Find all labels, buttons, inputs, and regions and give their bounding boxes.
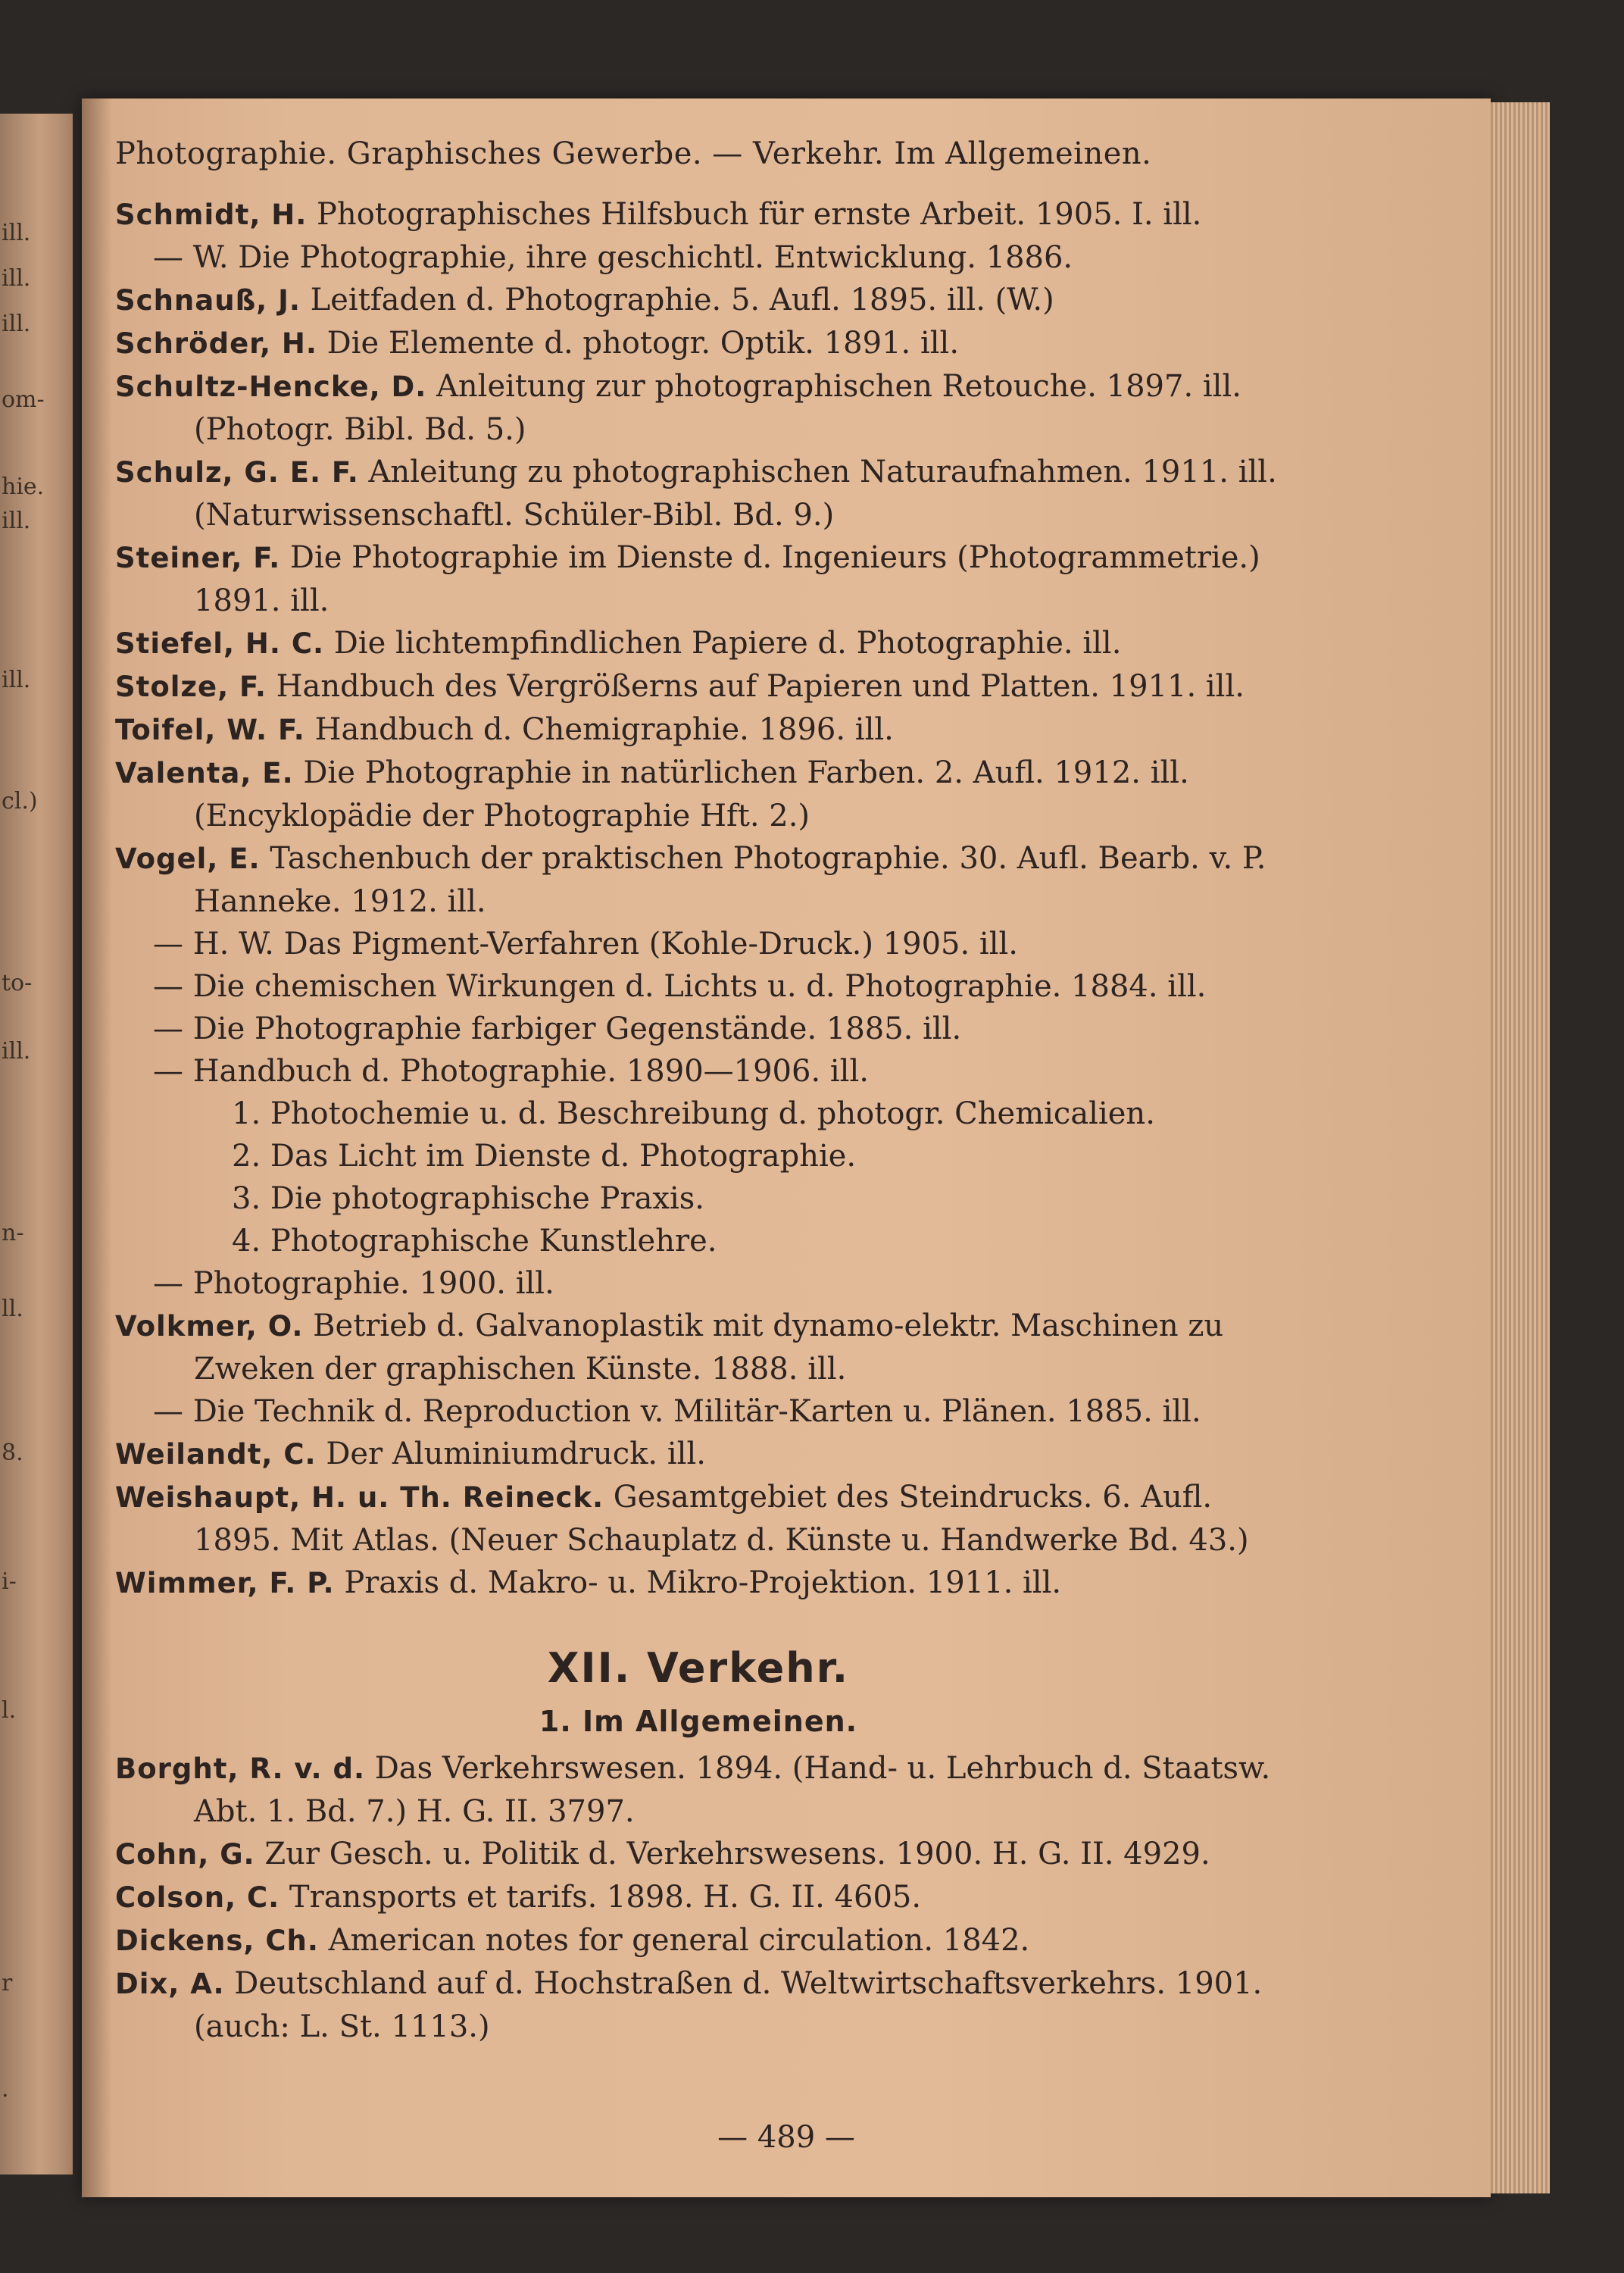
entry-author: Schnauß, J. [115,284,301,317]
entry-title: Photographie. 1900. ill. [192,1266,554,1301]
spine-shadow [82,98,112,2197]
bibliography-entry [115,322,1282,365]
bibliography-entry [115,622,1282,665]
bibliography-entry [115,837,1282,923]
margin-mark: ill. [2,1038,31,1065]
entry-author: Toifel, W. F. [115,714,305,746]
margin-mark: ill. [2,220,31,246]
page-number: — 489 — [717,2120,855,2155]
entry-author: Colson, C. [115,1881,280,1914]
bibliography-entry [115,1135,1282,1177]
entry-author: — [153,1054,183,1089]
bibliography-entry [115,1220,1282,1262]
bibliography-entry [115,1262,1282,1305]
margin-mark: ill. [2,667,31,693]
entry-title: Transports et tarifs. 1898. H. G. II. 4605. [289,1880,922,1915]
margin-mark: cl.) [2,788,38,814]
entry-title: Zur Gesch. u. Politik d. Verkehrswesens. 1900. H. G. II. 4929. [264,1837,1210,1871]
entry-title: Anleitung zur photographischen Retouche. 1897. ill. (Photogr. Bibl. Bd. 5.) [194,369,1241,447]
bibliography-entry [115,1747,1282,1833]
entry-author: Weilandt, C. [115,1438,317,1471]
margin-mark: ill. [2,311,31,337]
entry-author: Stolze, F. [115,671,267,703]
entry-author: — [153,1394,183,1429]
running-header: Photographie. Graphisches Gewerbe. — Verkehr. Im Allgemeinen. [115,136,1152,171]
entry-title: Handbuch d. Chemigraphie. 1896. ill. [314,712,894,747]
entry-author: Schmidt, H. [115,199,308,231]
bibliography-entry [115,1305,1282,1390]
entry-title: 2. Das Licht im Dienste d. Photographie. [232,1139,857,1174]
bibliography-list-photography [115,193,1282,1605]
entry-title: Deutschland auf d. Hochstraßen d. Weltwirtschaftsverkehrs. 1901. (auch: L. St. 1113.) [194,1966,1263,2044]
entry-title: Der Aluminiumdruck. ill. [326,1437,706,1471]
margin-mark: om- [2,386,45,413]
entry-title: Die Technik d. Reproduction v. Militär-Karten u. Plänen. 1885. ill. [192,1394,1201,1429]
previous-page-strip [0,114,73,2175]
entry-author: Volkmer, O. [115,1310,304,1343]
bibliography-entry [115,1433,1282,1476]
entry-title: Das Verkehrswesen. 1894. (Hand- u. Lehrbuch d. Staatsw. Abt. 1. Bd. 7.) H. G. II. 3797. [194,1751,1271,1829]
entry-author: — H. W. [153,927,274,961]
entry-title: 1. Photochemie u. d. Beschreibung d. photogr. Chemicalien. [232,1096,1155,1131]
bibliography-entry [115,365,1282,451]
bibliography-list-traffic [115,1747,1282,2048]
section-title: XII. Verkehr. [547,1644,850,1692]
page-edges [1491,102,1550,2193]
margin-mark: l. [2,1697,17,1724]
entry-title: American notes for general circulation. 1842. [328,1923,1030,1958]
margin-mark: r [2,1970,13,1996]
entry-title: Taschenbuch der praktischen Photographie. 30. Aufl. Bearb. v. P. Hanneke. 1912. ill. [194,841,1266,919]
bibliography-entry [115,451,1282,536]
margin-mark: ill. [2,265,31,292]
entry-author: Steiner, F. [115,542,281,574]
margin-mark: to- [2,970,33,996]
bibliography-entry [115,965,1282,1008]
entry-title: Die chemischen Wirkungen d. Lichts u. d. Photographie. 1884. ill. [192,969,1207,1004]
bibliography-entry [115,665,1282,708]
entry-title: Praxis d. Makro- u. Mikro-Projektion. 1911. ill. [344,1565,1062,1600]
entry-title: Die Photographie in natürlichen Farben. 2. Aufl. 1912. ill. (Encyklopädie der Photographie Hft. 2.) [194,755,1189,833]
bibliography-entry [115,1833,1282,1876]
bibliography-entry [115,923,1282,965]
margin-mark: . [2,2076,9,2103]
bibliography-entry [115,1093,1282,1135]
entry-author: Wimmer, F. P. [115,1567,335,1599]
bibliography-entry [115,279,1282,322]
bibliography-entry [115,1008,1282,1050]
margin-mark: 8. [2,1440,23,1466]
entry-title: Photographisches Hilfsbuch für ernste Arbeit. 1905. I. ill. [317,197,1202,232]
entry-title: Die Photographie im Dienste d. Ingenieurs (Photogrammetrie.) 1891. ill. [194,540,1260,618]
entry-author: Schultz-Hencke, D. [115,370,427,403]
entry-author: — [153,1266,183,1301]
margin-mark: hie. [2,474,45,500]
entry-author: Stiefel, H. C. [115,627,325,660]
entry-author: Dickens, Ch. [115,1924,319,1957]
margin-mark: ill. [2,508,31,534]
entry-title: 4. Photographische Kunstlehre. [232,1224,717,1258]
entry-title: Leitfaden d. Photographie. 5. Aufl. 1895. ill. (W.) [310,283,1054,317]
bibliography-entry [115,1476,1282,1562]
entry-title: Handbuch d. Photographie. 1890—1906. ill. [192,1054,869,1089]
bibliography-entry [115,1050,1282,1093]
entry-author: Schröder, H. [115,327,317,360]
margin-mark: i- [2,1568,17,1595]
bibliography-entry [115,193,1282,236]
entry-author: Cohn, G. [115,1838,255,1871]
entry-title: Die Photographie farbiger Gegenstände. 1885. ill. [192,1011,962,1046]
entry-author: Borght, R. v. d. [115,1752,366,1785]
entry-title: 3. Die photographische Praxis. [232,1181,705,1216]
entry-author: Vogel, E. [115,843,261,875]
entry-author: — [153,969,183,1004]
page-text [115,133,1282,2048]
bibliography-entry [115,1962,1282,2048]
entry-title: Die Elemente d. photogr. Optik. 1891. ill. [326,326,960,361]
entry-author: Schulz, G. E. F. [115,456,359,489]
bibliography-entry [115,1876,1282,1919]
entry-title: Betrieb d. Galvanoplastik mit dynamo-elektr. Maschinen zu Zweken der graphischen Künste. 1888. ill. [194,1308,1224,1387]
bibliography-entry [115,1562,1282,1605]
entry-title: Das Pigment-Verfahren (Kohle-Druck.) 1905. ill. [283,927,1018,961]
subsection-title: 1. Im Allgemeinen. [539,1705,858,1738]
bibliography-entry [115,752,1282,837]
entry-author: Dix, A. [115,1968,225,2000]
entry-title: Gesamtgebiet des Steindrucks. 6. Aufl. 1895. Mit Atlas. (Neuer Schauplatz d. Künste u. Handwerke Bd. 43.) [194,1480,1249,1558]
entry-title: Handbuch des Vergrößerns auf Papieren und Platten. 1911. ill. [276,669,1245,704]
bibliography-entry [115,536,1282,622]
margin-mark: ll. [2,1296,23,1322]
bibliography-entry [115,1919,1282,1962]
entry-title: Die lichtempfindlichen Papiere d. Photographie. ill. [333,626,1122,661]
entry-author: — W. [153,240,229,275]
entry-author: — [153,1011,183,1046]
entry-title: Die Photographie, ihre geschichtl. Entwicklung. 1886. [238,240,1073,275]
entry-author: Weishaupt, H. u. Th. Reineck. [115,1481,604,1514]
bibliography-entry [115,708,1282,752]
entry-title: Anleitung zu photographischen Naturaufnahmen. 1911. ill. (Naturwissenschaftl. Schüler-Bibl. Bd. 9.) [194,455,1277,533]
margin-mark: n- [2,1220,24,1246]
bibliography-entry [115,1390,1282,1433]
entry-author: Valenta, E. [115,757,294,789]
bibliography-entry [115,1177,1282,1220]
bibliography-entry [115,236,1282,279]
